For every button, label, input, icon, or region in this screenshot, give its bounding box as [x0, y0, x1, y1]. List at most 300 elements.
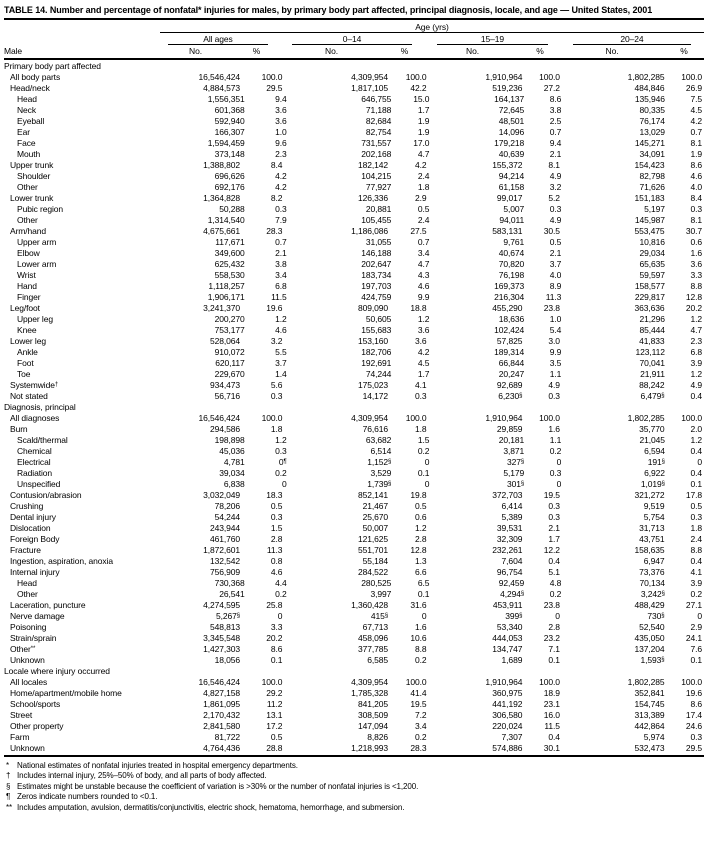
row-label: Upper arm [17, 236, 57, 247]
cell-number: 852,141 [358, 489, 389, 500]
bottom-rule [4, 755, 704, 757]
cell-percent: 0.5 [417, 203, 430, 214]
cell-number: 82,798 [639, 170, 665, 181]
cell-number: 280,525 [361, 577, 392, 588]
row-label: School/sports [10, 698, 61, 709]
row-label: Home/apartment/mobile home [10, 687, 122, 698]
table-row [4, 611, 704, 622]
cell-percent: 0.2 [275, 588, 287, 599]
cell-number: 360,975 [492, 687, 523, 698]
row-label: Elbow [17, 247, 40, 258]
cell-number: 4,309,954 [351, 412, 389, 423]
cell-number: 132,542 [209, 555, 240, 566]
cell-percent: 1.5 [270, 522, 283, 533]
cell-percent: 1.9 [417, 126, 430, 137]
cell-number: 4,675,661 [203, 225, 240, 236]
cell-percent: 0.7 [417, 236, 430, 247]
cell-number: 809,090 [358, 302, 389, 313]
cell-number: 13,029 [639, 126, 665, 137]
cell-number: 65,635 [639, 258, 665, 269]
cell-number: 3,997 [370, 588, 392, 599]
cell-percent: 0 [282, 478, 287, 489]
cell-percent: 1.9 [417, 115, 430, 126]
table-row [4, 303, 704, 314]
cell-percent: 3.8 [549, 104, 562, 115]
cell-number: 54,244 [214, 511, 240, 522]
cell-percent: 29.2 [266, 687, 283, 698]
cell-percent: 0.3 [270, 390, 283, 401]
cell-percent: 100.0 [261, 412, 283, 423]
cell-percent: 11.3 [545, 291, 562, 302]
cell-number: 753,177 [214, 324, 245, 335]
cell-number: 78,206 [214, 500, 240, 511]
table-row [4, 446, 704, 457]
row-label: Ingestion, aspiration, anoxia [10, 555, 113, 566]
cell-percent: 4.6 [275, 324, 287, 335]
cell-number: 4,884,573 [203, 82, 240, 93]
cell-percent: 0 [697, 456, 703, 467]
cell-number: 105,455 [361, 214, 392, 225]
row-label: Lower leg [10, 335, 46, 346]
cell-percent: 3.9 [690, 357, 703, 368]
footnote-marker: § [661, 480, 665, 487]
footnote-text: Estimates might be unstable because the coefficient of variation is >30% or the number of nonfatal injuries is <1,200. [17, 781, 419, 791]
cell-number: 82,754 [365, 126, 392, 137]
cell-percent: 19.6 [266, 302, 283, 313]
cell-percent: 0.1 [417, 467, 430, 478]
cell-percent: 1.2 [417, 313, 430, 324]
table-row [4, 182, 704, 193]
cell-percent: 100.0 [681, 71, 703, 82]
row-label: Chemical [17, 445, 52, 456]
table-row [4, 743, 704, 754]
cell-percent: 4.0 [549, 269, 562, 280]
table-row [4, 116, 704, 127]
footnote-symbol: ** [6, 802, 13, 812]
cell-percent: 0 [277, 610, 283, 621]
cell-percent: 2.8 [270, 533, 283, 544]
cell-percent: 3.2 [549, 181, 562, 192]
cell-number: 77,927 [365, 181, 392, 192]
cell-percent: 19.5 [543, 489, 560, 500]
cell-percent: 4.2 [417, 346, 430, 357]
cell-percent: 2.1 [549, 148, 562, 159]
cell-number: 284,522 [358, 566, 389, 577]
cell-percent: 17.0 [413, 137, 430, 148]
cell-number: 202,647 [361, 258, 392, 269]
footnote-marker: § [661, 458, 665, 465]
row-label: Street [10, 709, 33, 720]
cell-percent: 23.8 [543, 599, 560, 610]
cell-percent: 31.6 [410, 599, 427, 610]
cell-number: 16,546,424 [198, 71, 240, 82]
cell-number: 841,205 [358, 698, 389, 709]
cell-number: 1,872,601 [203, 544, 240, 555]
row-label: Head [17, 577, 37, 588]
row-label: All diagnoses [10, 412, 60, 423]
table-row [4, 556, 704, 567]
cell-percent: 12.8 [410, 544, 427, 555]
subhead-cells [157, 45, 704, 57]
cell-percent: 4.2 [275, 181, 287, 192]
cell-number: 20,247 [498, 368, 525, 379]
cell-number: 53,340 [496, 621, 523, 632]
row-label: Other** [10, 643, 36, 654]
cell-percent: 1.2 [690, 313, 703, 324]
cell-number: 1,802,285 [627, 71, 665, 82]
table-row [4, 369, 704, 380]
table-row [4, 457, 704, 468]
table-header [4, 21, 704, 57]
cell-number: 50,605 [365, 313, 392, 324]
cell-percent: 4.2 [275, 170, 287, 181]
table-row [4, 237, 704, 248]
cell-number: 4,274,595 [203, 599, 240, 610]
cell-number: 1,152§ [367, 456, 392, 467]
table-row [4, 391, 704, 402]
cell-percent: 17.4 [685, 709, 703, 720]
cell-number: 192,691 [361, 357, 392, 368]
cell-number: 57,825 [496, 335, 523, 346]
table-row [4, 699, 704, 710]
column-head-no: No. [189, 45, 202, 56]
cell-percent: 0.3 [275, 203, 287, 214]
cell-number: 55,184 [362, 555, 389, 566]
cell-percent: 4.2 [415, 159, 427, 170]
cell-number: 696,626 [214, 170, 245, 181]
cell-percent: 1.9 [690, 148, 703, 159]
cell-percent: 8.8 [690, 544, 703, 555]
footnote-marker: § [661, 590, 665, 597]
cell-percent: 0.4 [690, 467, 703, 478]
cell-number: 1,218,993 [351, 742, 389, 753]
footnote [4, 792, 704, 803]
cell-number: 153,160 [358, 335, 389, 346]
cell-number: 4,294§ [500, 588, 525, 599]
cell-percent: 0.1 [548, 654, 560, 665]
cell-percent: 0.4 [690, 445, 703, 456]
cell-percent: 2.8 [415, 533, 427, 544]
cell-number: 155,372 [492, 159, 523, 170]
cell-number: 182,142 [358, 159, 389, 170]
table-row [4, 512, 704, 523]
cell-percent: 3.7 [275, 357, 287, 368]
table-row [4, 688, 704, 699]
cell-number: 910,072 [214, 346, 245, 357]
age-span-label: Age (yrs) [160, 21, 704, 33]
row-label: Lower trunk [10, 192, 54, 203]
table-row [4, 127, 704, 138]
cell-number: 1,689 [501, 654, 523, 665]
cell-number: 2,841,580 [203, 720, 240, 731]
cell-percent: 0.1 [270, 654, 283, 665]
header-spacer [4, 33, 157, 45]
table-row [4, 523, 704, 534]
section-header-label: Diagnosis, principal [4, 401, 76, 412]
age-group-label: 0–14 [292, 33, 412, 45]
cell-percent: 18.9 [543, 687, 560, 698]
footnote-marker: § [520, 458, 525, 465]
cell-percent: 41.4 [410, 687, 427, 698]
age-group-label: 15–19 [437, 33, 548, 45]
table-row [4, 160, 704, 171]
cell-percent: 100.0 [405, 412, 427, 423]
cell-percent: 0.1 [417, 588, 430, 599]
row-label: Fracture [10, 544, 41, 555]
footnote-marker: § [661, 656, 665, 663]
cell-number: 6,479§ [640, 390, 665, 401]
cell-percent: 0 [555, 610, 560, 621]
footnote-marker: § [520, 480, 525, 487]
cell-number: 1,802,285 [627, 412, 665, 423]
cell-number: 243,944 [209, 522, 240, 533]
cell-number: 21,045 [639, 434, 665, 445]
table-row [4, 479, 704, 490]
cell-number: 399§ [505, 610, 523, 621]
cell-number: 7,604 [501, 555, 523, 566]
cell-percent: 0.3 [415, 390, 427, 401]
table-row [4, 644, 704, 655]
cell-number: 164,137 [494, 93, 525, 104]
footnote-marker: § [520, 590, 525, 597]
table-row [4, 94, 704, 105]
cell-percent: 4.9 [548, 379, 560, 390]
column-head-pct: % [252, 45, 261, 56]
cell-number: 756,909 [209, 566, 240, 577]
cell-percent: 4.0 [690, 181, 703, 192]
cell-number: 154,423 [634, 159, 665, 170]
cell-number: 373,148 [214, 148, 245, 159]
cell-percent: 7.9 [275, 214, 287, 225]
row-label: Head [17, 93, 37, 104]
cell-percent: 4.9 [549, 214, 562, 225]
cell-percent: 4.7 [417, 258, 430, 269]
table-row [4, 226, 704, 237]
cell-percent: 0 [424, 478, 430, 489]
cell-number: 158,635 [634, 544, 665, 555]
cell-number: 92,459 [498, 577, 525, 588]
cell-percent: 8.1 [548, 159, 560, 170]
cell-number: 74,244 [365, 368, 392, 379]
table-row [4, 193, 704, 204]
cell-percent: 3.9 [690, 577, 703, 588]
cell-number: 441,192 [492, 698, 523, 709]
cell-number: 5,007 [503, 203, 525, 214]
cell-number: 5,267§ [215, 610, 240, 621]
cell-number: 553,475 [634, 225, 665, 236]
table-row [4, 578, 704, 589]
cell-percent: 2.4 [417, 170, 430, 181]
cell-percent: 0.5 [549, 236, 562, 247]
table-row [4, 83, 704, 94]
cell-number: 200,270 [214, 313, 245, 324]
row-label: Ear [17, 126, 30, 137]
cell-number: 16,546,424 [198, 412, 240, 423]
table-row [4, 435, 704, 446]
footnote-marker: † [54, 381, 59, 388]
cell-number: 26,541 [219, 588, 245, 599]
cell-number: 3,242§ [640, 588, 665, 599]
row-label: Not stated [10, 390, 48, 401]
cell-percent: 28.8 [266, 742, 283, 753]
cell-percent: 2.1 [275, 247, 287, 258]
table-row [4, 424, 704, 435]
cell-percent: 27.2 [543, 82, 560, 93]
footnote-marker: § [384, 612, 389, 619]
row-label: Other property [10, 720, 64, 731]
cell-number: 229,817 [634, 291, 665, 302]
cell-number: 145,271 [634, 137, 665, 148]
row-label: Eyeball [17, 115, 45, 126]
cell-percent: 17.8 [685, 489, 703, 500]
age-group-label: 20–24 [573, 33, 691, 45]
cell-percent: 0 [424, 456, 430, 467]
cell-number: 1,817,105 [351, 82, 389, 93]
cell-percent: 7.5 [690, 93, 703, 104]
cell-number: 349,600 [214, 247, 245, 258]
row-label: Wrist [17, 269, 36, 280]
row-label: Mouth [17, 148, 41, 159]
cell-percent: 11.5 [544, 720, 560, 731]
table-title: TABLE 14. Number and percentage of nonfatal* injuries for males, by primary body part affected, principal diagnosis, locale, and age — United States, 2001 [4, 5, 653, 15]
cell-number: 232,261 [492, 544, 523, 555]
table-row [4, 215, 704, 226]
cell-number: 146,188 [361, 247, 392, 258]
cell-number: 6,514 [370, 445, 392, 456]
table-row [4, 292, 704, 303]
footnote-marker: § [387, 458, 392, 465]
cell-percent: 1.8 [270, 423, 283, 434]
cell-number: 352,841 [634, 687, 665, 698]
footnote-symbol: § [6, 781, 11, 791]
cell-number: 377,785 [358, 643, 389, 654]
row-label: Pubic region [17, 203, 64, 214]
table-row [4, 149, 704, 160]
cell-percent: 2.0 [690, 423, 703, 434]
cell-number: 32,309 [496, 533, 523, 544]
cell-percent: 7.2 [415, 709, 427, 720]
cell-number: 321,272 [634, 489, 665, 500]
cell-percent: 2.3 [275, 148, 287, 159]
section-header-row [4, 402, 704, 413]
column-head-no: No. [605, 45, 619, 56]
footnotes [4, 761, 704, 814]
cell-number: 424,759 [361, 291, 392, 302]
cell-percent: 0.2 [549, 588, 562, 599]
cell-number: 592,940 [214, 115, 245, 126]
column-head-pct: % [680, 45, 688, 56]
cell-number: 102,424 [494, 324, 525, 335]
cell-percent: 18.3 [266, 489, 283, 500]
cell-percent: 1.2 [690, 434, 703, 445]
cell-percent: 4.7 [417, 148, 430, 159]
cell-percent: 1.1 [549, 434, 562, 445]
cell-percent: 18.8 [410, 302, 427, 313]
cell-number: 5,389 [501, 511, 523, 522]
cell-number: 21,296 [639, 313, 665, 324]
cell-percent: 8.1 [690, 214, 703, 225]
cell-number: 3,345,548 [203, 632, 240, 643]
cell-percent: 2.9 [690, 621, 703, 632]
cell-percent: 25.8 [266, 599, 283, 610]
cell-percent: 29.5 [685, 742, 703, 753]
row-label: Other [17, 181, 38, 192]
cell-number: 66,844 [498, 357, 525, 368]
cell-number: 158,577 [634, 280, 665, 291]
cell-percent: 2.3 [690, 335, 703, 346]
cell-percent: 1.7 [417, 104, 430, 115]
cell-percent: 0.5 [270, 731, 283, 742]
row-label: Face [17, 137, 36, 148]
cell-number: 1,593§ [640, 654, 665, 665]
section-header-label: Primary body part affected [4, 60, 101, 71]
cell-percent: 1.6 [415, 621, 427, 632]
cell-number: 16,546,424 [198, 676, 240, 687]
cell-percent: 28.3 [266, 225, 283, 236]
cell-number: 435,050 [634, 632, 665, 643]
cell-percent: 0 [556, 478, 562, 489]
cell-number: 5,754 [643, 511, 665, 522]
cell-percent: 100.0 [539, 71, 560, 82]
table-row [4, 72, 704, 83]
cell-number: 72,645 [498, 104, 525, 115]
cell-percent: 5.6 [270, 379, 283, 390]
cell-percent: 19.5 [410, 698, 427, 709]
table-row [4, 358, 704, 369]
cell-number: 61,158 [498, 181, 525, 192]
cell-number: 70,134 [639, 577, 665, 588]
cell-number: 1,594,459 [207, 137, 245, 148]
row-label: Ankle [17, 346, 38, 357]
table-row [4, 105, 704, 116]
cell-number: 35,770 [639, 423, 665, 434]
cell-percent: 17.2 [266, 720, 283, 731]
cell-percent: 1.2 [415, 522, 427, 533]
title-rule [4, 18, 704, 20]
cell-number: 1,556,351 [207, 93, 245, 104]
column-head-no: No. [325, 45, 338, 56]
cell-number: 70,820 [498, 258, 525, 269]
row-label: Upper leg [17, 313, 53, 324]
row-label: Internal injury [10, 566, 60, 577]
row-label: Nerve damage [10, 610, 65, 621]
cell-number: 1,427,303 [203, 643, 240, 654]
cell-number: 461,760 [209, 533, 240, 544]
cell-percent: 3.6 [690, 258, 703, 269]
cell-number: 29,859 [496, 423, 523, 434]
row-label: Knee [17, 324, 37, 335]
row-label: All locales [10, 676, 48, 687]
cell-percent: 30.7 [685, 225, 703, 236]
footnote-text: Includes amputation, avulsion, dermatitis/conjunctivitis, electric shock, hematoma, hemorrhage, and submersion. [17, 802, 405, 812]
cell-number: 183,734 [361, 269, 392, 280]
cell-number: 40,674 [498, 247, 525, 258]
cell-number: 528,064 [209, 335, 240, 346]
cell-number: 20,181 [498, 434, 525, 445]
cell-number: 731,557 [361, 137, 392, 148]
cell-percent: 3.6 [275, 115, 287, 126]
cell-percent: 1.8 [415, 423, 427, 434]
cell-percent: 0.3 [690, 731, 703, 742]
cell-percent: 19.6 [685, 687, 703, 698]
cell-number: 99,017 [496, 192, 523, 203]
cell-percent: 0.2 [415, 731, 427, 742]
cell-number: 43,751 [639, 533, 665, 544]
cell-percent: 4.1 [415, 379, 427, 390]
cell-percent: 23.2 [543, 632, 560, 643]
cell-percent: 9.4 [275, 93, 287, 104]
cell-number: 1,019§ [640, 478, 665, 489]
